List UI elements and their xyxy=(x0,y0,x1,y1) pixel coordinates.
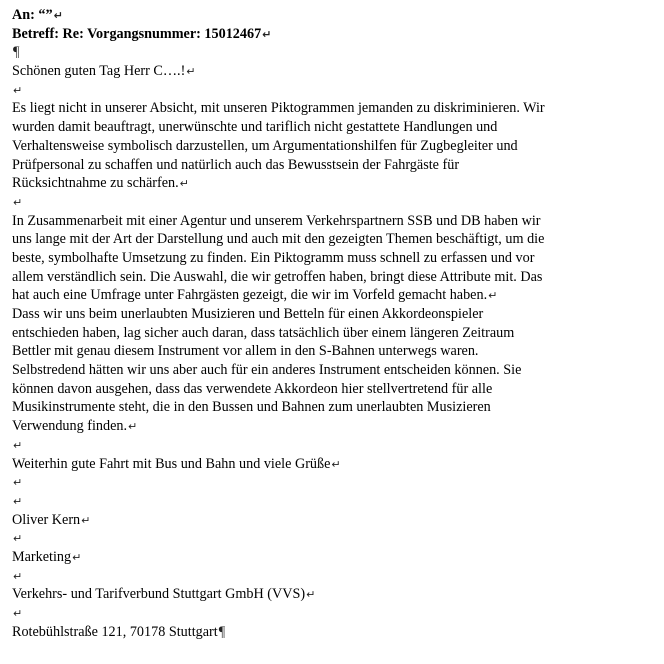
line-break-mark-icon: ↵ xyxy=(13,494,23,508)
paragraph-2-line: beste, symbolhafte Umsetzung zu finden. Ein Piktogramm muss schnell zu erfassen und vor xyxy=(12,249,535,266)
paragraph-2 xyxy=(12,212,632,305)
subject-line xyxy=(12,25,632,44)
line-break-mark-icon: ↵ xyxy=(13,195,23,209)
to-value: “” xyxy=(38,7,53,23)
paragraph-1-line: wurden damit beauftragt, unerwünschte und tariflich nicht gestattete Handlungen und xyxy=(12,119,498,136)
line-break-mark-icon: ↵ xyxy=(306,588,316,602)
signature-department-line xyxy=(12,548,632,567)
paragraph-3-line: Verwendung finden. xyxy=(12,418,128,435)
greeting: Schönen guten Tag Herr C….! xyxy=(12,63,186,80)
signature-name: Oliver Kern xyxy=(12,511,81,528)
empty-line xyxy=(12,193,632,212)
line-break-mark-icon: ↵ xyxy=(81,513,91,527)
line-break-mark-icon: ↵ xyxy=(128,420,138,434)
letter-document xyxy=(12,6,632,641)
signature-company: Verkehrs- und Tarifverbund Stuttgart GmbH (VVS) xyxy=(12,586,306,603)
paragraph-1-last-line xyxy=(12,174,632,193)
line-break-mark-icon: ↵ xyxy=(13,83,23,97)
greeting-line xyxy=(12,62,632,81)
subject-value: Re: Vorgangsnummer: 15012467 xyxy=(62,25,262,42)
to-label: An: xyxy=(12,7,35,23)
paragraph-3-line: können davon ausgehen, dass das verwendete Akkordeon hier stellvertretend für alle xyxy=(12,380,493,397)
closing: Weiterhin gute Fahrt mit Bus und Bahn und viele Grüße xyxy=(12,455,331,472)
line-break-mark-icon: ↵ xyxy=(179,177,189,191)
paragraph-2-line: In Zusammenarbeit mit einer Agentur und unserem Verkehrspartnern SSB und DB haben wir xyxy=(12,212,541,229)
empty-line xyxy=(12,436,632,455)
paragraph-2-line: hat auch eine Umfrage unter Fahrgästen gezeigt, die wir im Vorfeld gemacht haben. xyxy=(12,287,488,304)
to-line xyxy=(12,6,632,25)
line-break-mark-icon: ↵ xyxy=(186,65,196,79)
closing-line xyxy=(12,455,632,474)
pilcrow-icon: ¶ xyxy=(218,623,226,640)
line-break-mark-icon: ↵ xyxy=(262,27,272,41)
paragraph-3 xyxy=(12,305,632,436)
paragraph-3-line: Selbstredend hätten wir uns aber auch für ein anderes Instrument entscheiden können. Sie xyxy=(12,362,522,379)
empty-line xyxy=(12,81,632,100)
empty-paragraph xyxy=(12,43,632,62)
paragraph-1 xyxy=(12,99,632,192)
paragraph-2-last-line xyxy=(12,286,632,305)
paragraph-1-line: Prüfpersonal zu schaffen und natürlich auch das Bewusstsein der Fahrgäste für xyxy=(12,156,460,173)
paragraph-1-line: Verhaltensweise symbolisch darzustellen, um Argumentationshilfen für Zugbegleiter und xyxy=(12,137,518,154)
paragraph-2-line: uns lange mit der Art der Darstellung und auch mit den gezeigten Themen beschäftigt, um die xyxy=(12,231,545,248)
empty-line xyxy=(12,473,632,492)
paragraph-3-line: entschieden haben, lag sicher auch daran, dass tatsächlich über einem längeren Zeitraum xyxy=(12,324,515,341)
line-break-mark-icon: ↵ xyxy=(13,438,23,452)
subject-label: Betreff: xyxy=(12,25,59,42)
line-break-mark-icon: ↵ xyxy=(13,607,23,620)
line-break-mark-icon: ↵ xyxy=(53,9,63,22)
signature-name-line xyxy=(12,511,632,530)
line-break-mark-icon: ↵ xyxy=(13,476,23,490)
empty-line xyxy=(12,529,632,548)
paragraph-3-line: Musikinstrumente steht, die in den Bussen und Bahnen zum unerlaubten Musizieren xyxy=(12,399,491,416)
signature-company-line xyxy=(12,585,632,604)
empty-line xyxy=(12,492,632,511)
paragraph-1-line: Es liegt nicht in unserer Absicht, mit unseren Piktogrammen jemanden zu diskriminieren. Wir xyxy=(12,100,545,117)
line-break-mark-icon: ↵ xyxy=(331,457,341,471)
signature-address: Rotebühlstraße 121, 70178 Stuttgart xyxy=(12,623,218,640)
line-break-mark-icon: ↵ xyxy=(488,289,498,303)
line-break-mark-icon: ↵ xyxy=(13,569,23,583)
empty-line xyxy=(12,604,632,623)
line-break-mark-icon: ↵ xyxy=(72,550,82,564)
paragraph-3-last-line xyxy=(12,417,632,436)
paragraph-3-line: Dass wir uns beim unerlaubten Musizieren und Betteln für einen Akkordeonspieler xyxy=(12,306,484,322)
paragraph-3-line: Bettler mit genau diesem Instrument vor allem in den S-Bahnen unterwegs waren. xyxy=(12,343,479,360)
paragraph-1-line: Rücksichtnahme zu schärfen. xyxy=(12,175,179,192)
pilcrow-icon: ¶ xyxy=(13,44,20,61)
line-break-mark-icon: ↵ xyxy=(13,532,23,546)
empty-line xyxy=(12,567,632,586)
paragraph-2-line: allem verständlich sein. Die Auswahl, die wir getroffen haben, bringt diese Attribute mit. Das xyxy=(12,268,543,285)
signature-address-line xyxy=(12,623,632,642)
signature-department: Marketing xyxy=(12,548,72,565)
